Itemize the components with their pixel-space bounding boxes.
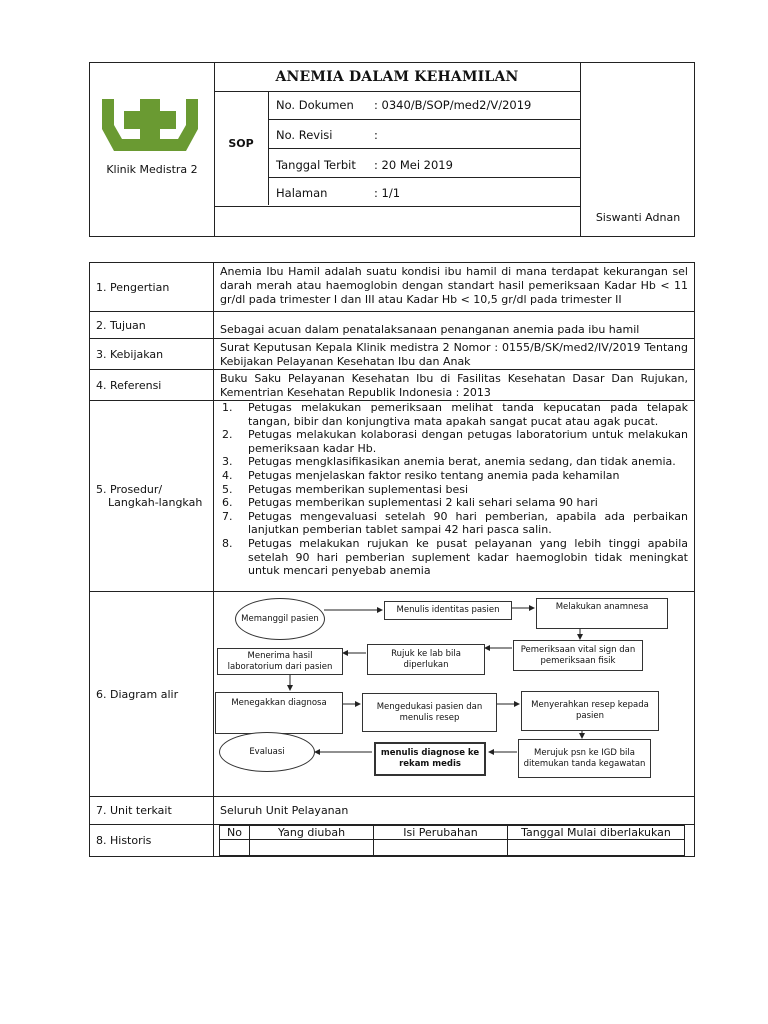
node-rujuk-lab: Rujuk ke lab bila diperlukan [367, 644, 485, 675]
node-edukasi: Mengedukasi pasien dan menulis resep [362, 693, 497, 732]
row-diagram [90, 592, 694, 797]
sop-content-table [89, 262, 695, 857]
label-diagram: 6. Diagram alir [90, 592, 214, 796]
node-memanggil-pasien: Memanggil pasien [235, 598, 325, 640]
node-rekam-medis: menulis diagnose ke rekam medis [374, 742, 486, 776]
procedure-step: 6. Petugas memberikan suplementasi 2 kali sehari selama 90 hari [222, 496, 598, 510]
procedure-step: 5. Petugas memberikan suplementasi besi [222, 482, 468, 496]
sop-header [89, 62, 695, 237]
procedure-step: 1. Petugas melakukan pemeriksaan melihat tanda kepucatan pada telapak tangan, bibir dan konjungtiva mata apakah sangat pucat atau agak pucat. [222, 401, 688, 428]
clinic-logo-icon [100, 97, 200, 153]
row-prosedur [90, 401, 694, 592]
label-prosedur: 5. Prosedur/ Langkah-langkah [90, 401, 214, 591]
label-historis: 8. Historis [90, 825, 214, 856]
label-pengertian: 1. Pengertian [90, 263, 214, 311]
label-kebijakan: 3. Kebijakan [90, 339, 214, 369]
flow-diagram [214, 592, 694, 797]
label-referensi: 4. Referensi [90, 370, 214, 400]
history-empty-row [220, 840, 685, 856]
node-menulis-identitas: Menulis identitas pasien [384, 601, 512, 620]
procedure-step: 7. Petugas mengevaluasi setelah 90 hari pemberian, apabila ada perbaikan lanjutkan pemberian tablet sampai 42 hari pasca salin. [222, 509, 688, 537]
text-kebijakan: Surat Keputusan Kepala Klinik medistra 2 Nomor : 0155/B/SK/med2/IV/2019 Tentang Kebijakan Pelayanan Kesehatan Ibu dan Anak [220, 341, 688, 368]
row-kebijakan [90, 339, 694, 370]
history-table [219, 825, 685, 856]
row-historis [90, 825, 694, 856]
meta-tanggal-terbit: Tanggal Terbit : 20 Mei 2019 [276, 158, 453, 172]
signer-name: Siswanti Adnan [595, 211, 681, 224]
procedure-step: 3. Petugas mengklasifikasikan anemia berat, anemia sedang, dan tidak anemia. [222, 455, 676, 469]
text-tujuan: Sebagai acuan dalam penatalaksanaan penanganan anemia pada ibu hamil [220, 323, 640, 336]
node-rujuk-igd: Merujuk psn ke IGD bila ditemukan tanda kegawatan [518, 739, 651, 778]
meta-no-revisi: No. Revisi : [276, 128, 378, 142]
node-evaluasi: Evaluasi [219, 732, 315, 772]
node-anamnesa: Melakukan anamnesa [536, 598, 668, 629]
text-referensi: Buku Saku Pelayanan Kesehatan Ibu di Fasilitas Kesehatan Dasar Dan Rujukan, Kementrian Kesehatan Republik Indonesia : 2013 [220, 372, 688, 399]
row-tujuan [90, 312, 694, 339]
procedure-steps [214, 401, 694, 580]
row-pengertian [90, 263, 694, 312]
procedure-step: 2. Petugas melakukan kolaborasi dengan petugas laboratorium untuk melakukan pemeriksaan kadar Hb. [222, 428, 688, 455]
clinic-name: Klinik Medistra 2 [106, 163, 198, 176]
text-pengertian: Anemia Ibu Hamil adalah suatu kondisi ibu hamil di mana terdapat kekurangan sel darah merah atau haemoglobin dengan standart hasil pemeriksaan Kadar Hb < 11 gr/dl pada trimester I dan III atau Kadar Hb < 10,5 gr/dl pada trimester II [220, 265, 688, 306]
history-col-no: No [220, 826, 250, 840]
node-diagnosa: Menegakkan diagnosa [215, 692, 343, 734]
logo-cell [90, 63, 214, 236]
node-hasil-lab: Menerima hasil laboratorium dari pasien [217, 648, 343, 675]
meta-halaman: Halaman : 1/1 [276, 186, 401, 200]
row-referensi [90, 370, 694, 401]
history-col-isi-perubahan: Isi Perubahan [374, 826, 508, 840]
node-vital-sign: Pemeriksaan vital sign dan pemeriksaan fisik [513, 640, 643, 671]
label-unit-terkait: 7. Unit terkait [90, 797, 214, 824]
history-col-tanggal: Tanggal Mulai diberlakukan [508, 826, 685, 840]
label-tujuan: 2. Tujuan [90, 312, 214, 338]
procedure-step: 4. Petugas menjelaskan faktor resiko tentang anemia pada kehamilan [222, 468, 620, 482]
row-unit-terkait [90, 797, 694, 825]
procedure-step: 8. Petugas melakukan rujukan ke pusat pelayanan yang lebih tinggi apabila setelah 90 hari pemberian suplement kadar haemoglobin tidak meningkat untuk mencari penyebab anemia [222, 536, 688, 578]
history-col-yang-diubah: Yang diubah [250, 826, 374, 840]
document-title: ANEMIA DALAM KEHAMILAN [275, 69, 519, 85]
node-serahkan-resep: Menyerahkan resep kepada pasien [521, 691, 659, 731]
meta-no-dokumen: No. Dokumen : 0340/B/SOP/med2/V/2019 [276, 98, 532, 112]
sop-label: SOP [228, 137, 254, 150]
text-unit-terkait: Seluruh Unit Pelayanan [220, 804, 349, 817]
